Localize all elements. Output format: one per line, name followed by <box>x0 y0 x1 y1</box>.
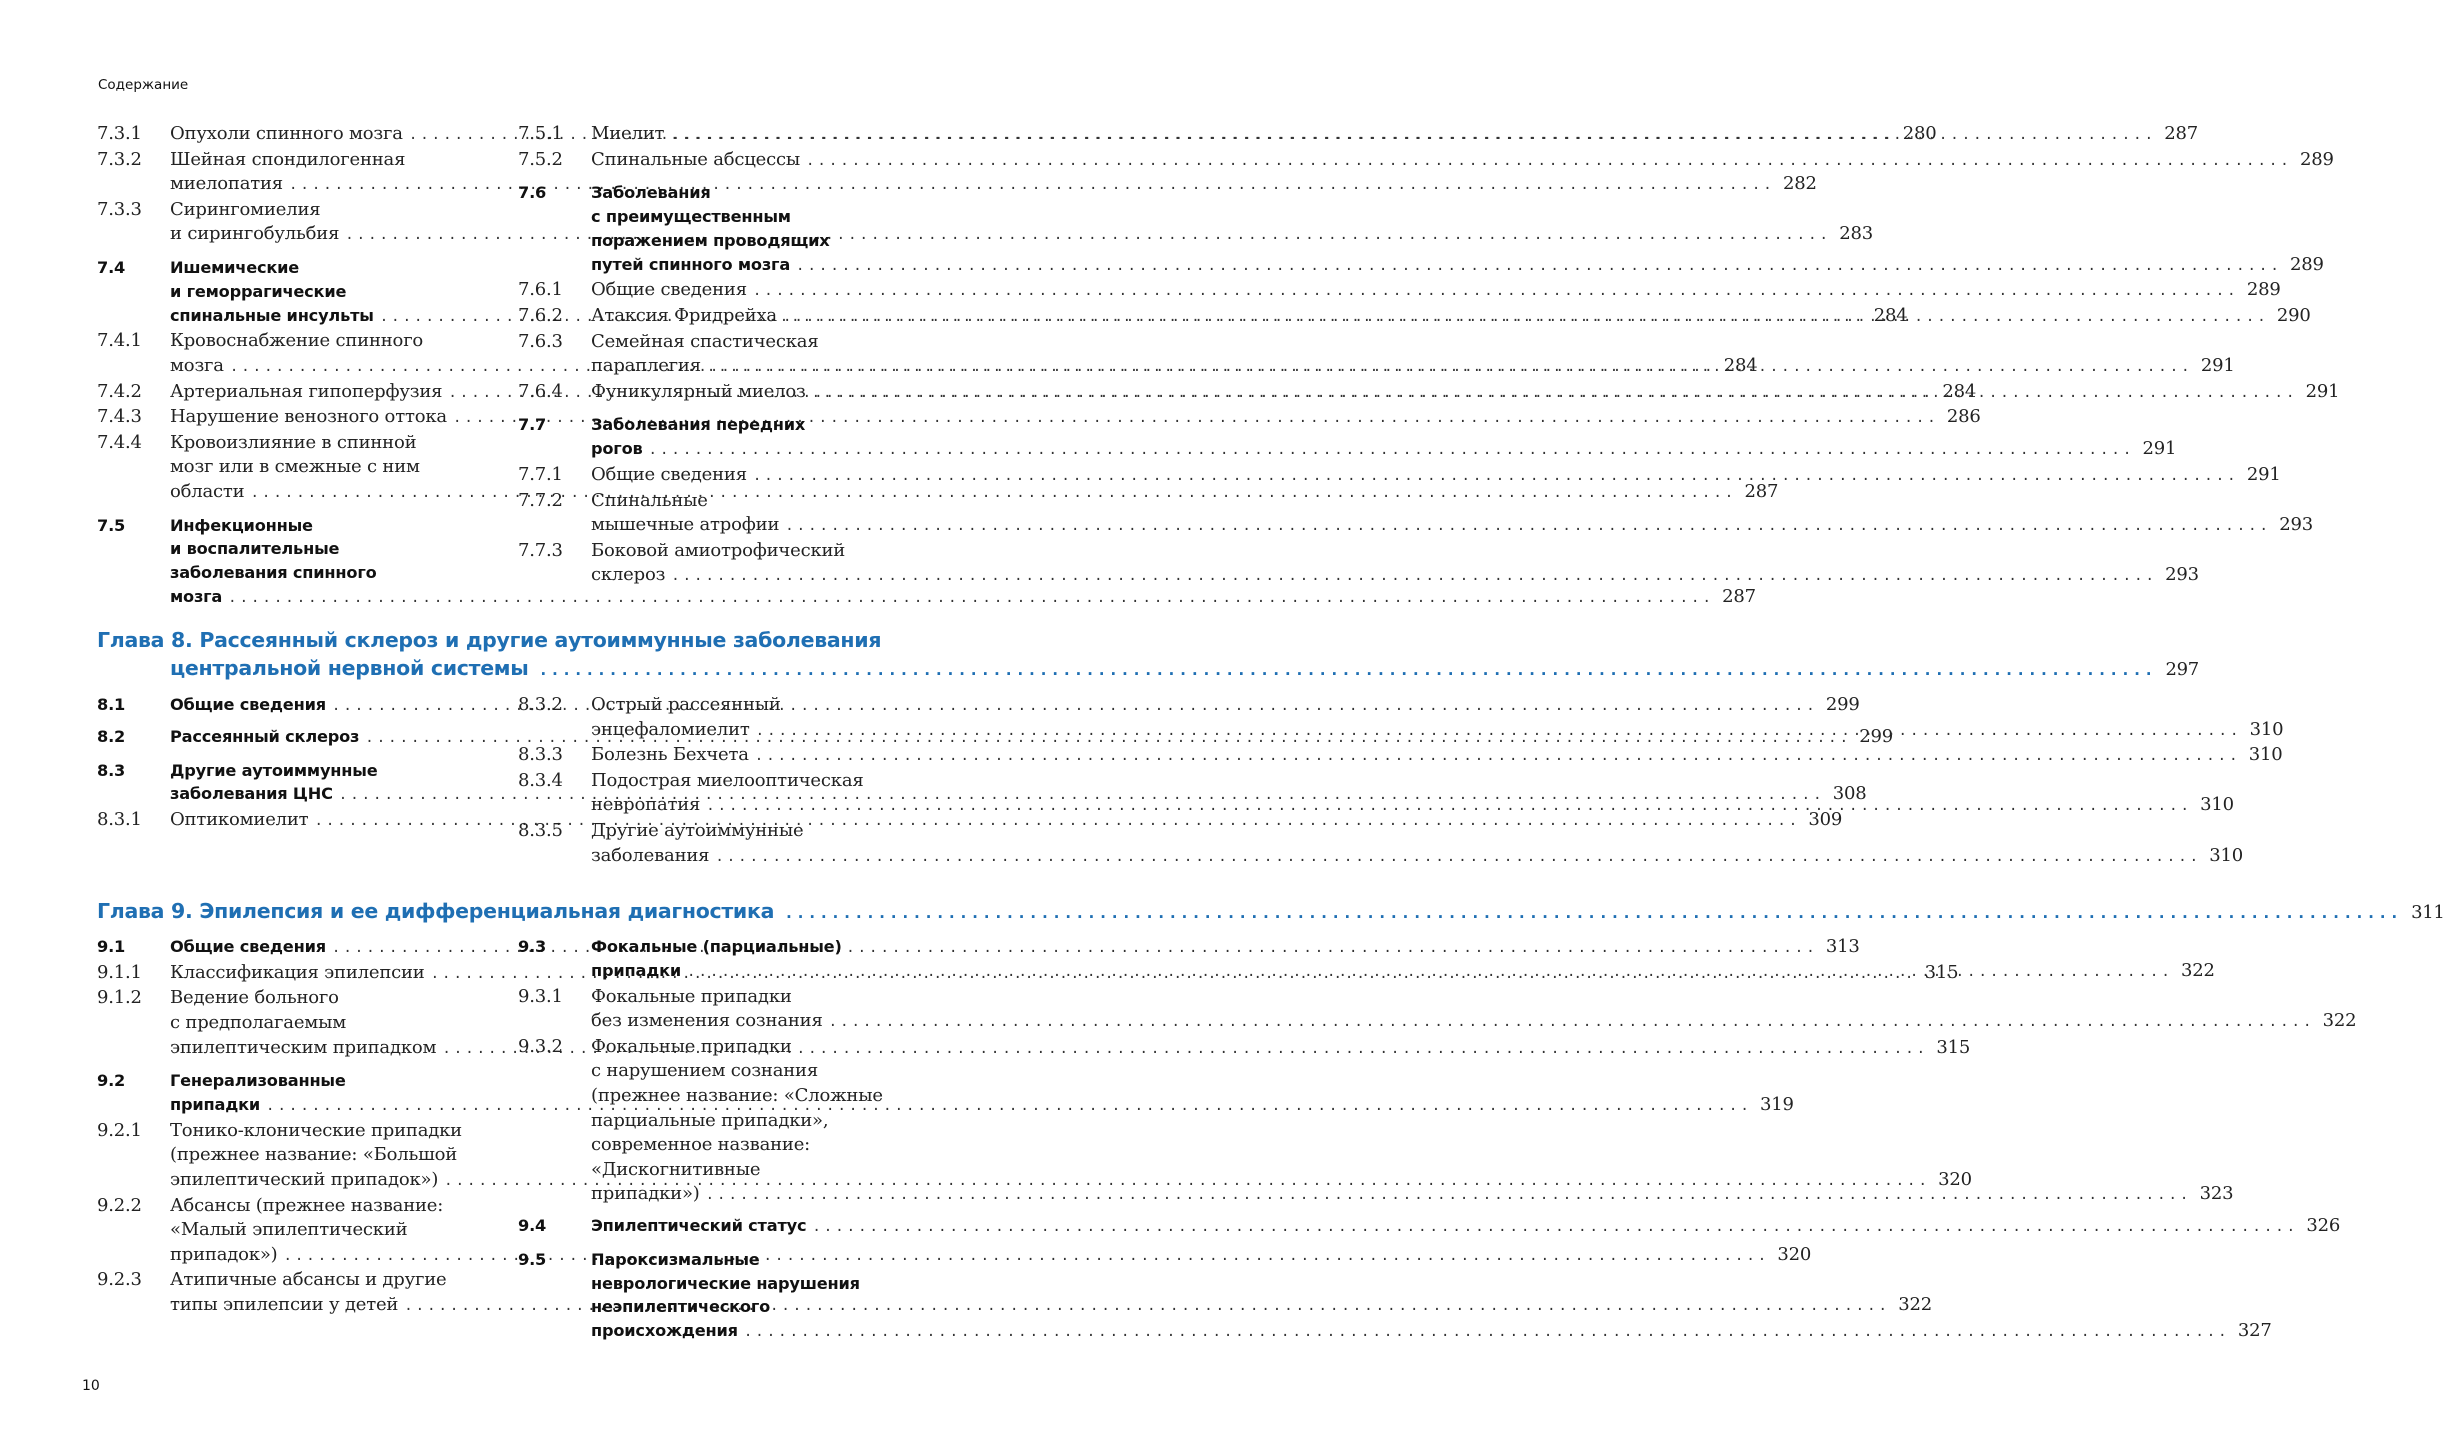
dot-leader <box>706 1183 2192 1208</box>
toc-entry[interactable] <box>518 743 2283 769</box>
toc-entry-page: 289 <box>2299 148 2334 170</box>
toc-entry-title-line: с нарушением сознания <box>591 1060 819 1082</box>
toc-entry[interactable] <box>518 278 2281 304</box>
dot-leader <box>796 255 2282 279</box>
toc-entry-number: 7.7.2 <box>518 489 563 511</box>
toc-entry-title-line: области <box>170 480 245 502</box>
toc-entry-title-line: припадок») <box>170 1243 278 1265</box>
toc-entry-title-line: Фокальные припадки <box>591 985 792 1007</box>
toc-entry-page: 291 <box>2142 438 2177 460</box>
toc-entry-title-line: спинальные инсульты <box>170 305 374 325</box>
toc-entry-title-line: неврологические нарушения <box>591 1273 860 1293</box>
chapter-8-title-row <box>97 654 2199 684</box>
toc-entry-page: 284 <box>1873 304 1908 326</box>
toc-entry-page: 308 <box>1832 783 1867 805</box>
toc-entry-title-line: Эпилептический статус <box>591 1215 807 1235</box>
toc-entry-page: 282 <box>1782 173 1817 195</box>
dot-leader <box>812 1216 2298 1240</box>
toc-entry-title-line: эпилептический припадок») <box>170 1168 439 1190</box>
toc-entry[interactable] <box>518 539 2199 589</box>
toc-entry-number: 7.3.1 <box>97 123 142 144</box>
toc-entry-page: 327 <box>2237 1320 2272 1342</box>
toc-entry-title-line: Шейная спондилогенная <box>170 148 406 170</box>
dot-leader <box>755 744 2241 769</box>
toc-entry-page: 284 <box>1942 380 1977 402</box>
toc-entry-title-line: Кровоснабжение спинного <box>170 330 424 352</box>
toc-entry-title-line: Заболевания <box>591 183 711 203</box>
dot-leader <box>756 719 2242 744</box>
toc-entry-page: 310 <box>2248 744 2283 766</box>
toc-entry-page: 284 <box>1723 354 1758 376</box>
dot-leader <box>649 439 2135 463</box>
toc-entry-number: 7.4 <box>97 257 126 277</box>
toc-entry-title-line: Спинальные абсцессы <box>591 148 800 170</box>
toc-entry-title-line: (прежнее название: «Большой <box>170 1144 458 1166</box>
toc-entry-page: 291 <box>2200 355 2235 377</box>
toc-entry-title-line: Семейная спастическая <box>591 330 819 352</box>
toc-entry-number: 8.1 <box>97 695 126 714</box>
toc-entry-page: 320 <box>1777 1243 1812 1265</box>
toc-entry-page: 299 <box>1859 725 1894 747</box>
toc-entry-title-line: Кровоизлияние в спинной <box>170 431 417 453</box>
dot-leader <box>539 656 2156 684</box>
toc-entry[interactable] <box>518 148 2334 174</box>
toc-entry-title-line: миелопатия <box>170 173 283 195</box>
toc-entry-title-line: припадки <box>591 960 682 980</box>
toc-entry-page: 293 <box>2165 564 2199 586</box>
toc-entry-title-line: Другие аутоиммунные <box>170 760 378 780</box>
toc-entry-number: 7.5.2 <box>518 148 563 170</box>
toc-entry-title-line: (прежнее название: «Сложные <box>591 1084 883 1106</box>
toc-entry-number: 9.5 <box>518 1249 547 1269</box>
toc-entry-title-line: парциальные припадки», <box>591 1109 829 1131</box>
toc-entry-title-line: Спинальные <box>591 489 708 511</box>
toc-entry-title-line: Фуникулярный миелоз <box>591 380 806 402</box>
toc-entry-number: 8.3.3 <box>518 744 563 766</box>
toc-entry-page: 315 <box>1936 1036 1971 1058</box>
toc-entry-page: 310 <box>2249 718 2284 740</box>
toc-entry-title-line: мозга <box>170 354 224 376</box>
toc-entry-page: 287 <box>1722 585 1756 607</box>
toc-entry-title-line: Заболевания передних <box>591 415 806 435</box>
toc-entry-title-line: и сирингобульбия <box>170 223 340 245</box>
toc-entry-title-line: Общие сведения <box>591 279 747 301</box>
toc-entry-title-line: Атаксия Фридрейха <box>591 304 777 326</box>
toc-entry-title-line: Острый рассеянный <box>591 694 781 715</box>
toc-entry-title-line: заболевания ЦНС <box>170 784 333 804</box>
dot-leader <box>228 587 1714 611</box>
toc-entry-title-line: Ведение больного <box>170 987 339 1009</box>
toc-entry-page: 322 <box>2322 1010 2357 1032</box>
dot-leader <box>670 123 2156 148</box>
toc-entry-title-line: эпилептическим припадком <box>170 1036 437 1058</box>
toc-entry-title-line: с преимущественным <box>591 206 791 226</box>
toc-entry-title-line: мышечные атрофии <box>591 514 780 536</box>
toc-entry-number: 8.3.2 <box>518 694 563 715</box>
toc-entry-page: 287 <box>2164 123 2199 144</box>
toc-entry-number: 9.2.2 <box>97 1194 142 1216</box>
toc-entry-number: 7.3.3 <box>97 198 142 220</box>
toc-entry-page: 291 <box>2305 380 2340 402</box>
toc-entry-title-line: мозг или в смежные с ним <box>170 456 420 478</box>
dot-leader <box>753 464 2239 489</box>
chapter-8-heading[interactable] <box>97 626 2199 684</box>
toc-entry-title-line: Классификация эпилепсии <box>170 961 425 983</box>
toc-entry-title-line: рогов <box>591 439 643 459</box>
chapter-8-title-line1: Глава 8. Рассеянный склероз и другие аутоиммунные заболевания <box>97 628 882 652</box>
toc-entry-number: 7.6.4 <box>518 380 563 402</box>
toc-entry-title-line: типы эпилепсии у детей <box>170 1293 399 1315</box>
toc-entry-number: 9.4 <box>518 1215 547 1235</box>
toc-entry-title-line: Нарушение венозного оттока <box>170 406 447 428</box>
dot-leader <box>812 381 2298 406</box>
toc-entry-title-line: современное название: <box>591 1134 811 1156</box>
toc-entry-number: 8.3 <box>97 760 126 780</box>
dot-leader <box>785 514 2271 539</box>
chapter-9-title-row <box>97 897 2445 927</box>
chapter-8-page: 297 <box>2165 659 2199 680</box>
toc-entry-title-line: Тонико-клонические припадки <box>170 1119 462 1141</box>
toc-entry-number: 9.1 <box>97 937 126 956</box>
toc-entry-number: 7.4.3 <box>97 406 142 428</box>
chapter-9-title: Глава 9. Эпилепсия и ее дифференциальная диагностика <box>97 899 775 923</box>
toc-entry-title-line: Общие сведения <box>170 937 326 956</box>
dot-leader <box>806 149 2292 174</box>
toc-entry-number: 7.6.2 <box>518 304 563 326</box>
toc-entry-page: 310 <box>2200 794 2234 816</box>
toc-entry-page: 322 <box>1898 1293 1932 1315</box>
toc-entry-number: 7.5 <box>97 515 126 535</box>
dot-leader <box>671 564 2157 589</box>
toc-entry-page: 323 <box>2199 1183 2234 1205</box>
toc-entry-title-line: Миелит <box>591 123 665 144</box>
toc-entry-title-line: Общие сведения <box>591 463 747 485</box>
toc-entry-number: 9.1.2 <box>97 987 142 1009</box>
toc-entry-page: 313 <box>1825 936 1860 957</box>
toc-entry-title-line: путей спинного мозга <box>591 254 791 274</box>
dot-leader <box>753 279 2239 304</box>
toc-entry-title-line: Инфекционные <box>170 515 313 535</box>
toc-entry-page: 309 <box>1808 809 1843 831</box>
toc-entry-number: 7.4.2 <box>97 380 142 402</box>
toc-entry-title-line: Боковой амиотрофический <box>591 539 846 561</box>
toc-entry-page: 280 <box>1902 123 1937 144</box>
toc-entry-title-line: Абсансы (прежнее название: <box>170 1194 444 1216</box>
toc-entry-title-line: припадки») <box>591 1183 700 1205</box>
toc-entry-title-line: Пароксизмальные <box>591 1249 760 1269</box>
toc-entry-number: 7.4.1 <box>97 330 142 352</box>
dot-leader <box>783 305 2269 330</box>
toc-entry-number: 9.3.2 <box>518 1035 563 1057</box>
toc-entry-title-line: «Дискогнитивные <box>591 1158 761 1180</box>
toc-entry-page: 322 <box>2181 959 2215 981</box>
toc-entry-title-line: Генерализованные <box>170 1071 346 1091</box>
toc-entry-title-line: и воспалительные <box>170 539 340 559</box>
chapter-9-heading[interactable] <box>97 897 2445 927</box>
toc-entry-title-line: Сирингомиелия <box>170 198 321 220</box>
dot-leader <box>829 1010 2315 1035</box>
toc-entry-number: 7.6 <box>518 183 547 203</box>
toc-entry-page: 310 <box>2209 844 2244 866</box>
toc-entry-number: 8.3.4 <box>518 769 563 791</box>
toc-entry-page: 290 <box>2276 304 2311 326</box>
toc-entry-number: 7.3.2 <box>97 148 142 170</box>
toc-entry-number: 7.6.1 <box>518 279 563 301</box>
chapter-8-title-line2: центральной нервной системы <box>170 656 529 680</box>
toc-entry-number: 7.7 <box>518 415 547 435</box>
toc-entry-page: 320 <box>1938 1168 1972 1190</box>
dot-leader <box>715 845 2201 870</box>
toc-entry-title-line: мозга <box>170 586 223 606</box>
chapter-9-page: 311 <box>2411 902 2445 923</box>
toc-entry-title-line: Подострая миелооптическая <box>591 769 864 791</box>
toc-entry-title-line: с предполагаемым <box>170 1011 347 1033</box>
toc-entry-page: 283 <box>1839 223 1873 245</box>
toc-entry-title-line: и геморрагические <box>170 281 347 301</box>
toc-entry-title-line: Фокальные (парциальные) <box>591 937 842 956</box>
toc-entry-page: 326 <box>2306 1214 2341 1236</box>
toc-entry-number: 7.4.4 <box>97 431 142 453</box>
toc-entry-page: 293 <box>2279 514 2313 536</box>
toc-entry-title-line: параплегия <box>591 355 701 377</box>
toc-entry-number: 7.7.3 <box>518 539 563 561</box>
toc-entry-number: 7.5.1 <box>518 123 563 144</box>
toc-entry-number: 7.7.1 <box>518 463 563 485</box>
toc-entry-title-line: энцефаломиелит <box>591 718 750 740</box>
toc-entry-title-line: происхождения <box>591 1321 738 1341</box>
toc-entry-page: 319 <box>1760 1093 1794 1115</box>
toc-entry-page: 291 <box>2246 463 2281 485</box>
running-head: Содержание <box>98 77 189 93</box>
toc-entry-title-line: припадки <box>170 1094 261 1114</box>
toc-entry[interactable] <box>518 463 2281 489</box>
toc-entry-title-line: заболевания <box>591 844 710 866</box>
toc-entry-title-line: Болезнь Бехчета <box>591 744 749 766</box>
toc-entry-title-line: Другие аутоиммунные <box>591 819 804 841</box>
toc-entry-title-line: Опухоли спинного мозга <box>170 123 403 144</box>
toc-entry-title-line: без изменения сознания <box>591 1010 823 1032</box>
toc-entry-title-line: Рассеянный склероз <box>170 726 360 746</box>
toc-entry-title-line: заболевания спинного <box>170 563 377 583</box>
toc-entry-title-line: невропатия <box>591 794 701 816</box>
toc-entry-number: 9.1.1 <box>97 961 142 983</box>
toc-entry-number: 8.3.1 <box>97 809 142 831</box>
toc-entry-number: 8.2 <box>97 726 126 746</box>
toc-entry-title-line: Артериальная гипоперфузия <box>170 380 443 402</box>
toc-entry-title-line: склероз <box>591 564 666 586</box>
toc-entry-title-line: Фокальные припадки <box>591 1035 792 1057</box>
toc-entry-number: 9.2 <box>97 1071 126 1091</box>
toc-entry-title-line: неэпилептического <box>591 1297 771 1317</box>
toc-entry-title-line: поражением проводящих <box>591 230 830 250</box>
dot-leader <box>744 1321 2230 1345</box>
toc-entry[interactable] <box>518 985 2357 1035</box>
toc-entry-page: 289 <box>2290 253 2324 275</box>
toc-entry[interactable] <box>518 1214 2341 1240</box>
page-number: 10 <box>82 1378 100 1394</box>
toc-entry-title-line: Общие сведения <box>170 695 326 714</box>
toc-entry-title-line: Оптикомиелит <box>170 809 309 831</box>
toc-entry-page: 287 <box>1744 480 1779 502</box>
toc-entry-number: 9.2.3 <box>97 1269 142 1291</box>
dot-leader <box>784 899 2401 927</box>
toc-entry-page: 299 <box>1825 694 1860 715</box>
dot-leader <box>707 355 2193 380</box>
toc-entry-title-line: «Малый эпилептический <box>170 1219 408 1241</box>
toc-entry-number: 9.3 <box>518 937 547 956</box>
toc-entry-title-line: Ишемические <box>170 257 300 277</box>
toc-entry-number: 9.3.1 <box>518 985 563 1007</box>
toc-entry-number: 9.2.1 <box>97 1119 142 1141</box>
toc-entry-page: 289 <box>2246 279 2281 301</box>
toc-entry-page: 315 <box>1924 961 1959 983</box>
toc-entry-number: 8.3.5 <box>518 819 563 841</box>
dot-leader <box>706 794 2192 819</box>
toc-entry-page: 286 <box>1946 406 1981 428</box>
dot-leader <box>687 961 2173 985</box>
toc-entry-number: 7.6.3 <box>518 330 563 352</box>
toc-entry-title-line: Атипичные абсансы и другие <box>170 1269 447 1291</box>
